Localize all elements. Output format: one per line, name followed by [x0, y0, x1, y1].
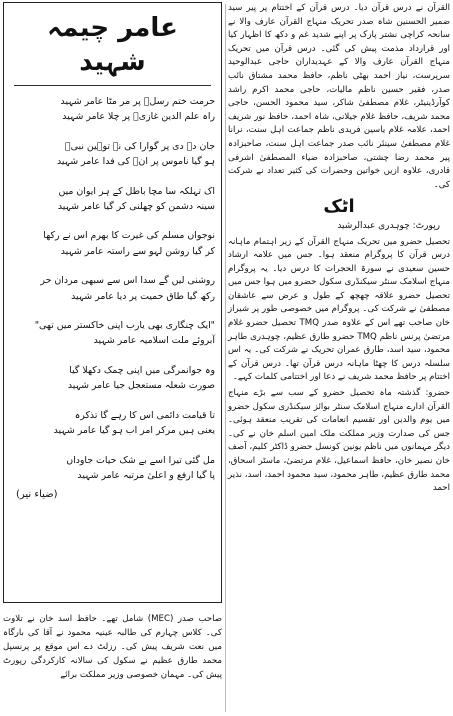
- poem-line: روشنی لیں گے سدا اس سے سبھی مردان حر: [40, 275, 215, 287]
- poem-line: آبروئے ملت اسلامیہ عامر شہید: [93, 335, 215, 347]
- column-divider: [225, 4, 226, 712]
- poem-line: "ایک چنگاری بھی یارب اپنی خاکستر میں تھی": [34, 320, 215, 332]
- poem-stanza: [10, 184, 215, 215]
- poem-line: کر گیا روشن لہو سے راستہ عامر شہید: [60, 245, 215, 257]
- poem-line: راہ علم الدین غازیؒ پر چلا عامر شہید: [62, 111, 215, 123]
- poem-line: جان دے دی پر گوارا کی نہ توہین نبیؐ: [65, 140, 215, 152]
- poem-box: [3, 2, 222, 603]
- poem-stanza: [10, 139, 215, 170]
- poem-line: حرمت ختم رسلؐ پر مر مٹا عامر شہید: [60, 96, 215, 107]
- poem-stanza: [10, 363, 215, 394]
- poem-line: یعنی ہیں مرکر امر اب ہو گیا عامر شہید: [53, 425, 215, 437]
- poem-line: سینہ دشمن کو چھلنی کر گیا عامر شہید: [57, 201, 215, 213]
- section-title: اٹک: [323, 196, 355, 218]
- poem-line: پا گیا ارفع و اعلیٰ مرتبہ عامر شہید: [77, 469, 215, 481]
- bottom-left-paragraph: صاحب صدر (MEC) شامل تھے۔ حافظ اسد خان نے تلاوت کی۔ کلاس چہارم کی طالبہ عینیہ محمود نے آقا کی بارگاہ میں نعت شریف پیش کی۔ رزلٹ دے اس موقع پر پرنسپل محمد طارق عظیم نے سکول کی سالانہ کارکردگی رپورٹ پیش کی۔ مہمان خصوصی وزیر مملکت برائے: [3, 614, 222, 680]
- section-paragraph-2: حضرو: گذشتہ ماہ تحصیل حضرو کے سب سے بڑے منہاج القرآن ادارے منہاج اسلامک سنٹر بوائز سیکنڈری سکول حضرو میں یوم والدین اور تقسیم انعامات کی تقریب منعقد ہوئی۔ جس کی صدارت وزیر مملکت ملک امین اسلم خان نے کی۔ دیگر مہمانوں میں ناظم یونین کونسل حضرو ڈاکٹر کلیم، آصف خان نصیر خان، حافظ اسماعیل، غلام مرتضیٰ، ماسٹر اسحاق، محمد طارق عظیم، طاہر محمود، سید محمود احمد، اسد، نذیر احمد: [228, 388, 450, 494]
- poem-author: (ضیاء نیر): [16, 489, 58, 501]
- byline: رپورٹ: چوہدری عبدالرشید: [337, 220, 440, 231]
- poem-stanza: [10, 453, 215, 484]
- poem-line: وہ جوانمرگی میں اپنی چمک دکھلا گیا: [69, 364, 215, 376]
- poem-line: تا قیامت دائمی اس کا رہے گا تذکرہ: [74, 409, 215, 421]
- left-column: [3, 2, 222, 603]
- poem-line: مل گئی تیرا اسے بے شک حیات جاوداں: [66, 454, 215, 466]
- intro-paragraph: القرآن نے درس قرآن دیا۔ درس قرآن کے اختتام پر پیر سید ضمیر الحسنین شاہ صدر تحریک منہاج القرآن عارف والا نے سانحہ کراچی نشتر پارک پر اپنے شدید غم و دکھ کا اظہار کیا اور قرارداد مذمت پیش کی گئی۔ درس قرآن میں تحریک منہاج القرآن عارف والا کے عہدیداران حاجی عبدالوحید سرپرست، نیاز احمد بھٹی ناظم، حافظ محمد مشتاق نائب صدر، فقیر حسین ناظم مالیات، حاجی محمد اکرم راشد کوآرڈینیٹر، غلام مصطفیٰ شاکر، سید محمود الحسن، حاجی محمد شریف، حافظ غلام جیلانی، شاہ احمد، حافظ نور شریف احمد، علامہ غلام یاسین فریدی ناظم جماعت اہل سنت، نرانا غلام مصطفیٰ سینئر نائب صدر جماعت اہل سنت، صاحبزادہ پیر محمد رضا چشتی، صاحبزادہ ضیاء المصطفیٰ اشرفی قادری، علاوہ ازیں خواتین وحضرات کی کثیر تعداد نے شرکت کی۔: [228, 3, 450, 190]
- poem-line: صورت شعلہ مستعجل جیا عامر شہید: [67, 380, 215, 392]
- poem-stanza: [10, 408, 215, 439]
- right-column: [228, 2, 450, 498]
- poem-stanza: [10, 318, 215, 349]
- poem-line: نوجواں مسلم کی غیرت کا بھرم اس نے رکھا: [43, 230, 215, 242]
- poem-line: ہو گیا ناموس پر انؐ کی فدا عامر شہید: [56, 156, 215, 168]
- poem-stanza: [10, 94, 215, 125]
- section-paragraph-1: تحصیل حضرو میں تحریک منہاج القرآن کے زیر اہتمام ماہانہ درس قرآن کا پروگرام منعقد ہوا۔ جس میں علامہ ارشاد حسین سعیدی نے سورۃ الحجرات کا درس دیا۔ یہ پروگرام منہاج اسلامک سنٹر سیکنڈری سکول حضرو میں ہوا جس میں تحصیل حضرو علاقہ چھچھ کے طول و عرض سے عاشقان مصطفیٰ نے شرکت کی۔ پروگرام میں خصوصی طور پر شیراز خان صاحب تھے اس کے علاوہ صدر TMQ تحصیل حضرو غلام مرتضیٰ پرنس ناظم TMQ حضرو طارق عظیم، چوہدری طاہر محمود، سید اسد، طارق عمران تحریک نے شرکت کی۔ یہ اس سلسلہ درس کا چھٹا ماہانہ درس قرآن تھا۔ درس قرآن کے اختتام پر حافظ محمد شریف نے دعا اور اختتامی کلمات کہے۔: [228, 236, 450, 383]
- poem-line: اک تہلکہ سا مچا باطل کے ہر ایوان میں: [58, 185, 215, 197]
- poem-line: رکھ گیا طاق حمیت پر دیا عامر شہید: [71, 290, 215, 302]
- poem-stanza: [10, 273, 215, 304]
- poem-title: عامر چیمہ شہید: [14, 11, 211, 86]
- poem-stanza: [10, 228, 215, 259]
